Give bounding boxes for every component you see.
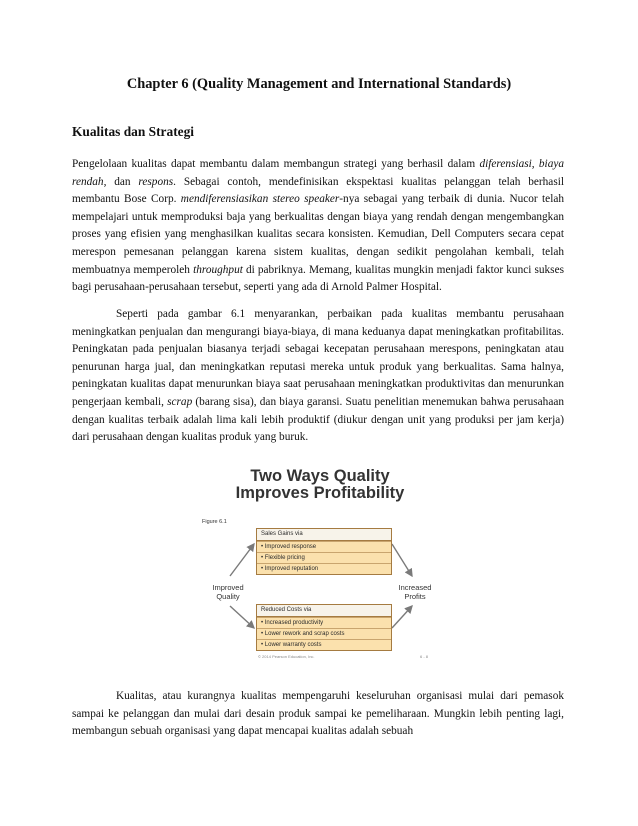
increased-profits-line-2: Profits [404, 591, 426, 601]
improved-quality-line-1: Improved [212, 583, 244, 592]
sales-item: • Improved reputation [257, 563, 391, 574]
costs-item: • Lower rework and scrap costs [257, 628, 391, 639]
figure-copyright: © 2014 Pearson Education, Inc. [258, 654, 315, 659]
costs-item: • Increased productivity [257, 617, 391, 628]
arrow-right-top [392, 544, 412, 576]
increased-profits-line-1: Increased [398, 583, 432, 592]
chapter-title: Chapter 6 (Quality Management and International Standards) [126, 76, 512, 92]
sales-item: • Improved response [257, 541, 391, 552]
sales-item: • Flexible pricing [257, 552, 391, 563]
paragraph-1 [72, 156, 564, 297]
figure-title-line-2: Improves Profitability [235, 484, 405, 502]
improved-quality-line-2: Quality [216, 591, 240, 601]
paragraph-3: Kualitas, atau kurangnya kualitas mempengaruhi keseluruhan organisasi mulai dari pemasok sampai ke pelanggan dan mulai dari desain produk sampai ke pemeliharaan. Mungkin lebih penting lagi, membangun sebuah organisasi yang dapat mencapai kualitas adalah sebuah [72, 690, 564, 738]
figure-two-ways-quality [198, 466, 442, 662]
paragraph-2 [72, 306, 564, 447]
paragraph-1-part-1: Pengelolaan kualitas dapat membantu dalam membangun strategi yang berhasil dalam [72, 158, 480, 170]
sales-gains-box [256, 528, 392, 575]
reduced-costs-heading: Reduced Costs via [257, 605, 391, 617]
arrow-right-bottom [392, 606, 412, 628]
paragraph-1-part-3: . Sebagai contoh, mendefinisikan ekspektasi kualitas pelanggan telah berhasil membantu Bose Corp. [72, 175, 564, 206]
arrow-down-left [230, 606, 254, 628]
figure-page-ref: 6 - 8 [420, 654, 429, 659]
figure-title-line-1: Two Ways Quality [250, 467, 390, 485]
reduced-costs-box [256, 604, 392, 651]
paragraph-2-part-1: Seperti pada gambar 6.1 menyarankan, perbaikan pada kualitas membantu perusahaan meningkatkan penjualan dan mengurangi biaya-biaya, di mana keduanya dapat meningkatkan profitabilitas. Peningkatan pada penjualan biasanya terjadi sebagai kecepatan perusahaan merespons, peningkatan atau penurunan harga jual, dan meningkatkan reputasi mereka untuk produk yang berkualitas. Sama halnya, peningkatan kualitas dapat menurunkan biaya saat perusahaan meningkatkan produktivitas dan menurunkan pengerjaan kembali, [72, 308, 564, 408]
paragraph-1-italic-2: respons [138, 175, 174, 188]
figure-title [198, 468, 442, 502]
paragraph-1-italic-3: mendiferensiasikan stereo speaker [180, 193, 340, 206]
paragraph-1-part-5: di pabriknya. Memang, kualitas mungkin menjadi faktor kunci sukses bagi perusahaan-perusahaan tersebut, seperti yang ada di Arnold Palmer Hospital. [72, 263, 564, 294]
section-heading: Kualitas dan Strategi [72, 124, 195, 139]
improved-quality-label [204, 584, 252, 601]
paragraph-2-italic-1: scrap [167, 395, 193, 408]
sales-gains-heading: Sales Gains via [257, 529, 391, 541]
costs-item: • Lower warranty costs [257, 639, 391, 650]
paragraph-2-part-2: (barang sisa), dan biaya garansi. Suatu penelitian menemukan bahwa perusahaan dengan kualitas terbaik adalah lima kali lebih produktif (diukur dengan unit yang produksi per jam kerja) dari perusahaan dengan kualitas produk yang buruk. [72, 395, 564, 444]
paragraph-1-part-4: -nya sebagai yang terbaik di dunia. Nucor telah mempelajari untuk memproduksi baja yang berkualitas dengan biaya yang rendah dengan mengembangkan proses yang efisien yang menghasilkan kualitas secara konsisten. Kemudian, Dell Computers secara cepat merespon pemesanan pelanggan karena sistem kualitas, dengan sedikit pengolahan kembali, telah membuatnya memperoleh [72, 193, 564, 276]
paragraph-1-part-2: dan [106, 175, 139, 188]
paragraph-1-italic-1: diferensiasi, biaya rendah, [72, 158, 565, 188]
arrow-up-left [230, 544, 254, 576]
paragraph-1-italic-4: throughput [193, 263, 243, 276]
increased-profits-label [390, 584, 440, 601]
figure-label: Figure 6.1 [202, 519, 227, 525]
